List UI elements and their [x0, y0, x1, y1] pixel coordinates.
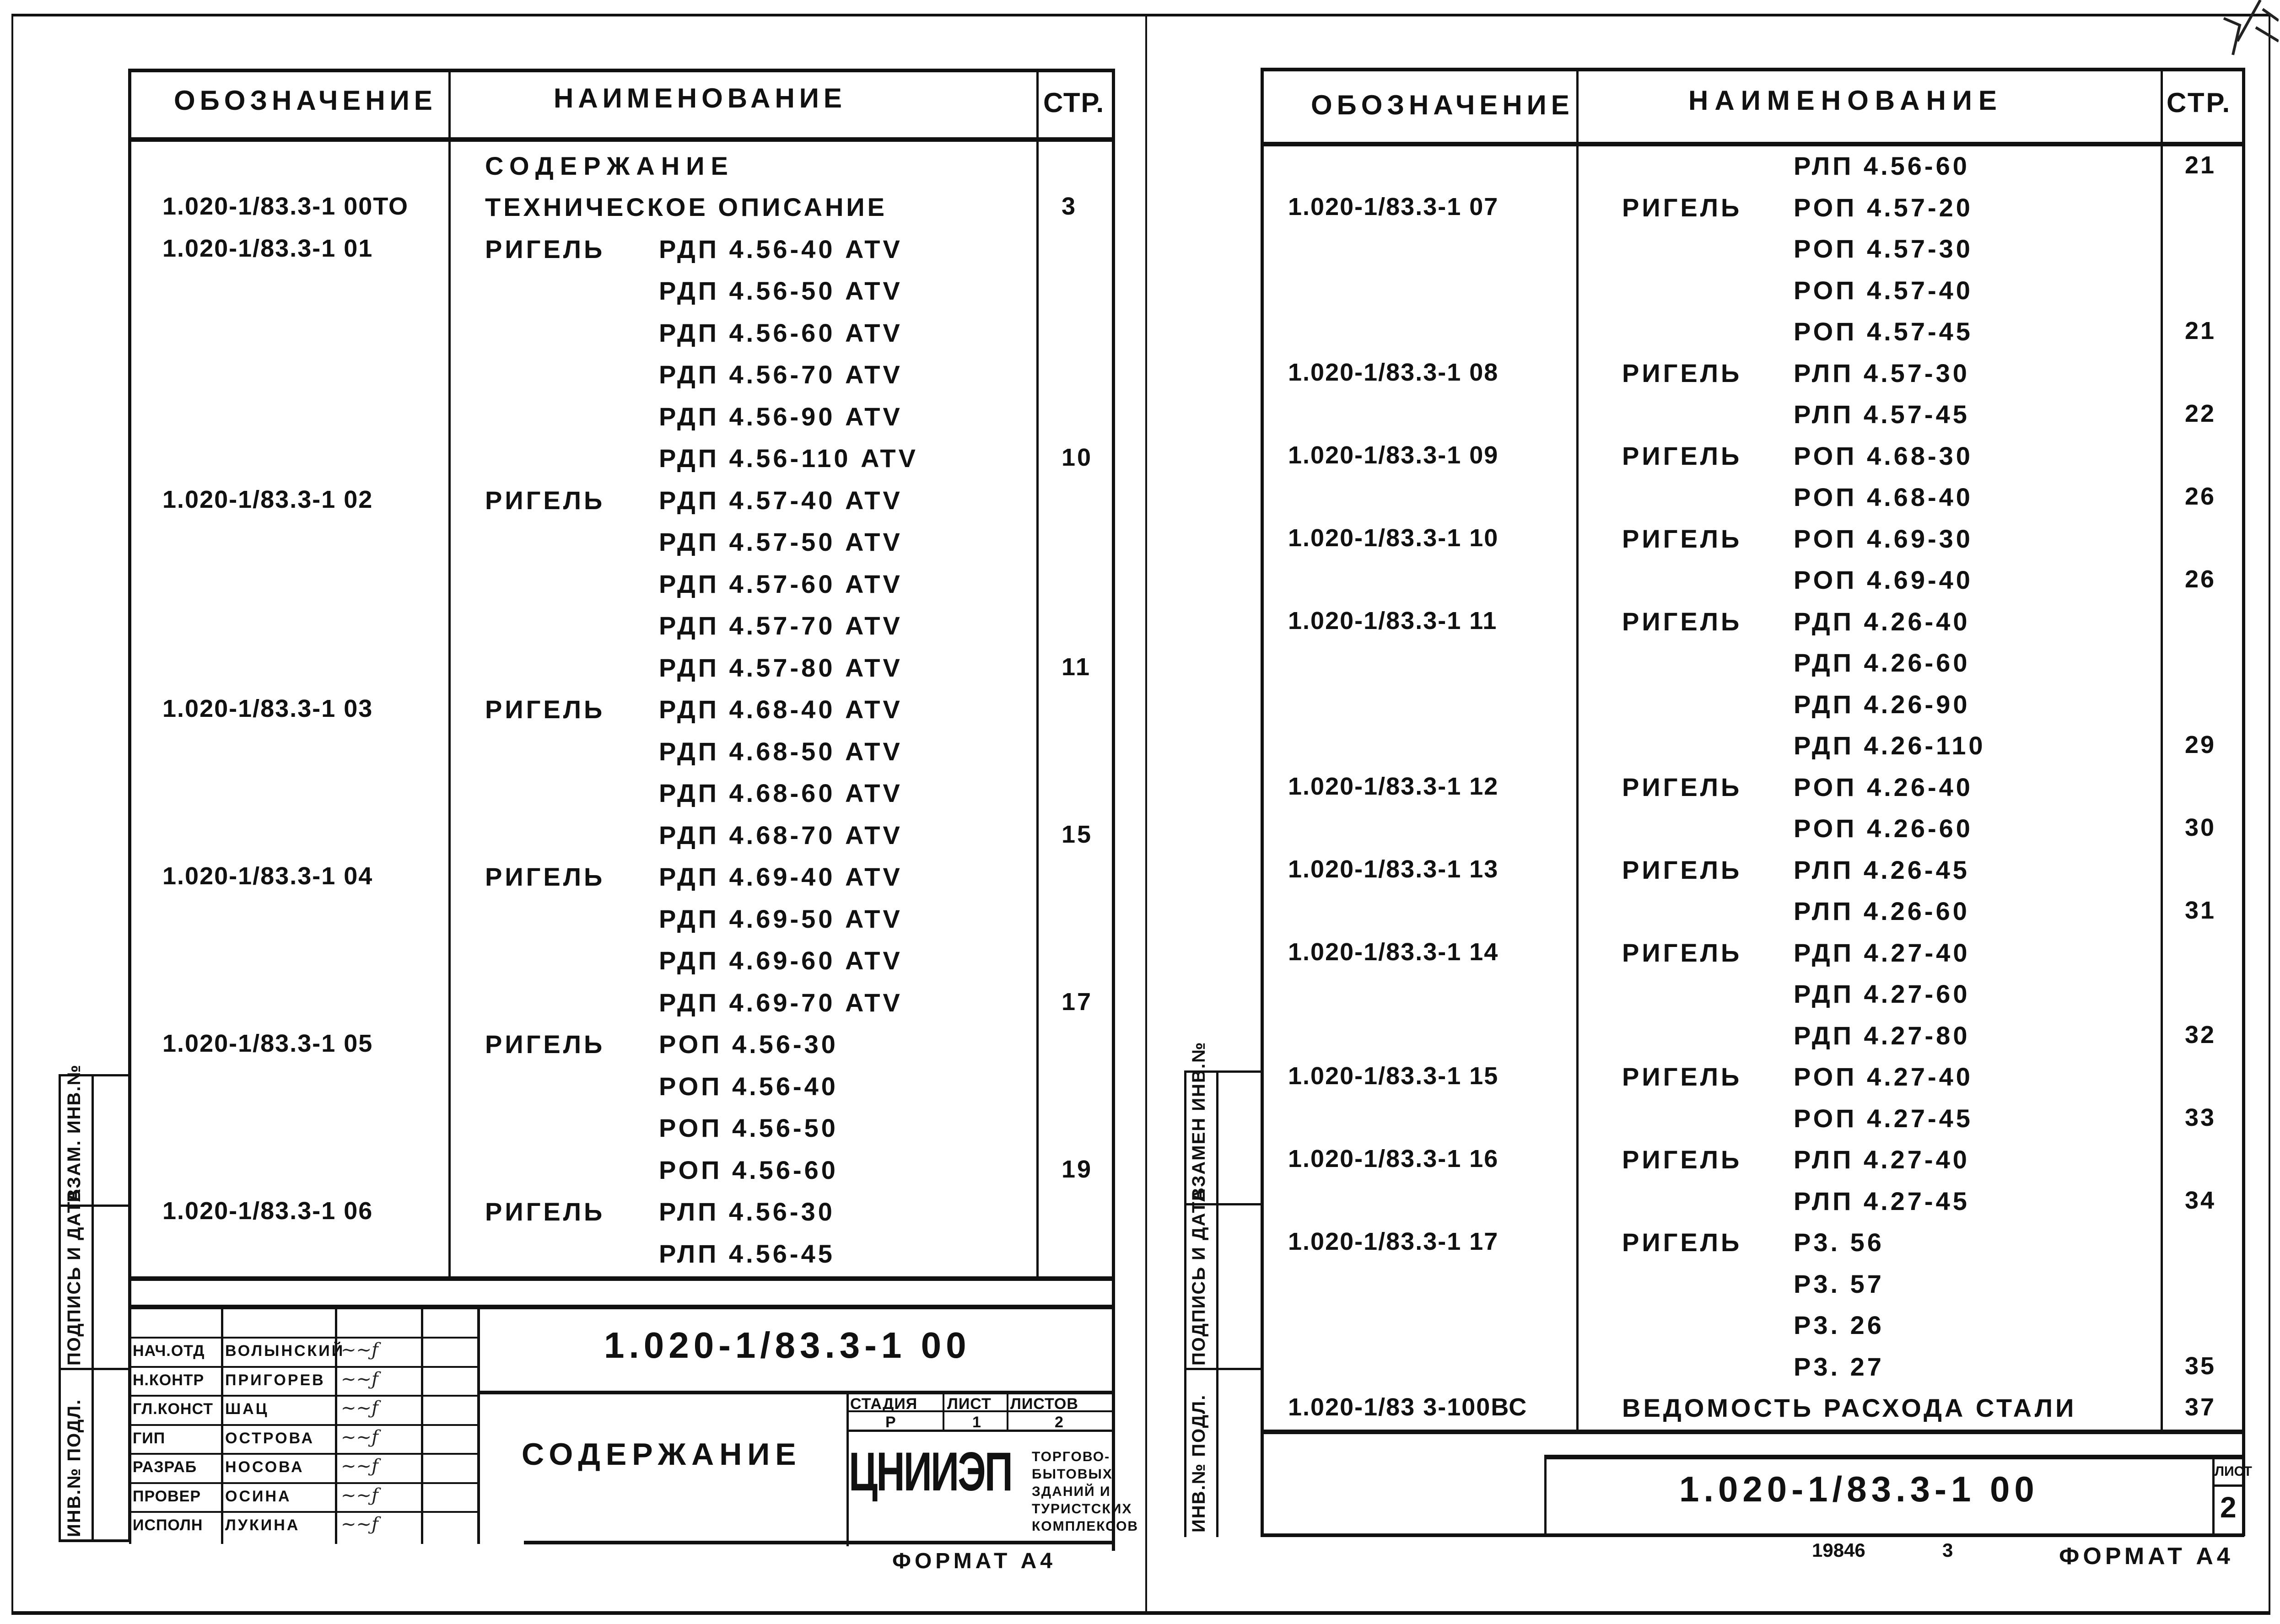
right-doc-code: 1.020-1/83.3-1 00: [1679, 1469, 2039, 1509]
row-page: 33: [2185, 1103, 2216, 1131]
right-col-divider-1: [1576, 68, 1579, 1431]
left-margin-split-2: [59, 1368, 129, 1370]
org-name-line: ТУРИСТСКИХ: [1032, 1501, 1132, 1516]
row-name: РДП 4.57-70 ATV: [659, 611, 903, 640]
row-group: РИГЕЛЬ: [1622, 358, 1742, 387]
row-name: РДП 4.69-50 ATV: [659, 904, 903, 933]
org-name-line: БЫТОВЫХ: [1032, 1467, 1113, 1482]
row-page: 26: [2185, 483, 2216, 510]
row-designation: 1.020-1/83.3-1 04: [162, 862, 373, 890]
row-name: РДП 4.26-90: [1794, 689, 1970, 719]
row-name: РОП 4.27-45: [1794, 1103, 1973, 1133]
row-name: РЛП 4.56-30: [659, 1197, 835, 1226]
row-designation: 1.020-1/83.3-1 02: [162, 485, 373, 513]
row-name: РОП 4.69-40: [1794, 565, 1973, 594]
staff-signature: ~~ƒ: [341, 1339, 378, 1361]
row-name: РДП 4.57-60 ATV: [659, 569, 903, 598]
right-margin-label-1: ВЗАМЕН ИНВ.№: [1189, 1041, 1209, 1201]
staff-signature: ~~ƒ: [341, 1484, 378, 1506]
sheet-top-border: [11, 14, 2269, 16]
row-page: 11: [1062, 653, 1092, 681]
row-designation: 1.020-1/83.3-1 06: [162, 1197, 373, 1225]
left-margin-inner: [92, 1074, 94, 1541]
left-titleblock-top: [128, 1305, 1114, 1309]
row-name: РДП 4.26-60: [1794, 648, 1970, 677]
right-format-label: ФОРМАТ А4: [2059, 1543, 2234, 1570]
row-name: РДП 4.57-50 ATV: [659, 527, 903, 556]
staff-row-rule: [129, 1424, 480, 1426]
sheets-value: 2: [1055, 1414, 1064, 1431]
row-page: 17: [1062, 988, 1093, 1016]
row-name: РДП 4.69-70 ATV: [659, 988, 903, 1017]
footer-number-2: 3: [1942, 1539, 1955, 1561]
row-group: РИГЕЛЬ: [485, 234, 605, 263]
row-group: РИГЕЛЬ: [1622, 193, 1742, 222]
row-name: РОП 4.56-60: [659, 1155, 838, 1184]
row-name: РЛП 4.27-40: [1794, 1145, 1970, 1174]
row-group: РИГЕЛЬ: [1622, 1062, 1742, 1091]
row-name: РОП 4.27-40: [1794, 1062, 1973, 1091]
left-col-divider-2: [1036, 69, 1039, 1276]
row-page: 21: [2185, 317, 2216, 344]
sheet-label: ЛИСТ: [947, 1395, 992, 1413]
right-table-bottom: [1261, 1430, 2244, 1434]
row-name: РОП 4.57-40: [1794, 275, 1973, 305]
row-group: РИГЕЛЬ: [485, 695, 605, 724]
page-divider: [1145, 14, 1147, 1615]
org-name-line: КОМПЛЕКСОВ: [1032, 1519, 1139, 1534]
row-group: РИГЕЛЬ: [1622, 524, 1742, 553]
row-name: РДП 4.27-40: [1794, 938, 1970, 967]
row-name: Р3. 57: [1794, 1269, 1884, 1298]
row-designation: 1.020-1/83.3-1 03: [162, 695, 373, 722]
right-frame-right: [2242, 68, 2245, 1536]
left-section-title: СОДЕРЖАНИЕ: [485, 151, 734, 180]
row-name: РОП 4.56-50: [659, 1113, 838, 1142]
row-name: РДП 4.69-60 ATV: [659, 946, 903, 975]
left-header-name: НАИМЕНОВАНИЕ: [554, 83, 846, 113]
row-name: РОП 4.69-30: [1794, 524, 1973, 553]
row-designation: 1.020-1/83.3-1 09: [1288, 441, 1499, 469]
row-name: РДП 4.56-60 ATV: [659, 318, 903, 347]
right-sheet-number: 2: [2220, 1491, 2238, 1524]
row-page: 21: [2185, 151, 2216, 179]
row-page: 22: [2185, 400, 2216, 427]
row-name: РДП 4.27-80: [1794, 1021, 1970, 1050]
staff-row-rule: [129, 1366, 480, 1368]
org-name-line: ТОРГОВО-: [1032, 1449, 1110, 1464]
staff-signature: ~~ƒ: [341, 1398, 378, 1419]
row-name: РЛП 4.26-45: [1794, 855, 1970, 884]
staff-role: ИСПОЛН: [133, 1516, 203, 1534]
row-name: РОП 4.57-20: [1794, 193, 1973, 222]
left-header-rule: [128, 137, 1114, 142]
stage-value: Р: [885, 1414, 896, 1431]
staff-name: ЛУКИНА: [225, 1516, 300, 1534]
row-name: РДП 4.57-80 ATV: [659, 653, 903, 682]
staff-role: НАЧ.ОТД: [133, 1342, 205, 1360]
row-group: РИГЕЛЬ: [1622, 938, 1742, 967]
row-group: РИГЕЛЬ: [485, 485, 605, 515]
row-name: Р3. 27: [1794, 1352, 1884, 1381]
row-designation: 1.020-1/83.3-1 14: [1288, 938, 1499, 966]
sheet-left-border: [11, 14, 13, 1615]
row-name: РОП 4.56-40: [659, 1071, 838, 1101]
row-designation: 1.020-1/83.3-1 12: [1288, 772, 1499, 800]
right-header-rule: [1261, 142, 2244, 146]
row-group: РИГЕЛЬ: [1622, 441, 1742, 470]
row-name: РОП 4.57-45: [1794, 317, 1973, 346]
stage-label: СТАДИЯ: [850, 1395, 918, 1413]
row-designation: 1.020-1/83.3-1 08: [1288, 358, 1499, 386]
right-sheet-label: ЛИСТ: [2215, 1464, 2252, 1479]
row-designation: 1.020-1/83.3-1 07: [1288, 193, 1499, 220]
staff-row-rule: [129, 1511, 480, 1513]
row-name: РДП 4.56-90 ATV: [659, 402, 903, 431]
right-margin-label-3: ИНВ.№ ПОДЛ.: [1189, 1394, 1209, 1533]
row-name: РОП 4.56-30: [659, 1030, 838, 1059]
row-group: РИГЕЛЬ: [1622, 607, 1742, 636]
staff-name: ШАЦ: [225, 1400, 269, 1418]
left-margin-label-3: ИНВ.№ ПОДЛ.: [64, 1398, 84, 1537]
row-page: 31: [2185, 897, 2216, 924]
row-group: РИГЕЛЬ: [1622, 772, 1742, 801]
row-page: 32: [2185, 1021, 2216, 1049]
right-frame-left: [1261, 68, 1264, 1536]
row-page: 10: [1062, 444, 1093, 471]
row-designation: 1.020-1/83.3-1 17: [1288, 1228, 1499, 1255]
staff-name: НОСОВА: [225, 1458, 304, 1476]
staff-role: Н.КОНТР: [133, 1371, 205, 1389]
staff-row-rule: [129, 1453, 480, 1455]
row-name: ВЕДОМОСТЬ РАСХОДА СТАЛИ: [1622, 1393, 2077, 1422]
row-name: РЛП 4.56-60: [1794, 151, 1970, 180]
org-logo: ЦНИИЭП: [849, 1441, 1012, 1502]
row-name: РДП 4.56-50 ATV: [659, 276, 903, 305]
row-name: РОП 4.57-30: [1794, 234, 1973, 263]
row-name: РЛП 4.27-45: [1794, 1186, 1970, 1215]
right-header-name: НАИМЕНОВАНИЕ: [1688, 85, 2003, 116]
staff-signature: ~~ƒ: [341, 1368, 378, 1390]
sheet-bottom-border: [11, 1611, 2269, 1615]
staff-row-rule: [129, 1395, 480, 1397]
staff-name: ОСИНА: [225, 1487, 291, 1505]
row-designation: 1.020-1/83.3-1 13: [1288, 855, 1499, 883]
staff-signature: ~~ƒ: [341, 1426, 378, 1448]
staff-signature: ~~ƒ: [341, 1456, 378, 1477]
org-name-line: ЗДАНИЙ И: [1032, 1484, 1111, 1499]
row-page: 35: [2185, 1352, 2216, 1380]
row-name: РЛП 4.26-60: [1794, 897, 1970, 925]
staff-signature: ~~ƒ: [341, 1514, 378, 1535]
row-group: РИГЕЛЬ: [1622, 1228, 1742, 1257]
row-name: РДП 4.57-40 ATV: [659, 485, 903, 515]
left-margin-label-2: ПОДПИСЬ И ДАТА: [64, 1188, 84, 1366]
staff-name: ПРИГОРЕВ: [225, 1371, 325, 1389]
staff-role: ГИП: [133, 1429, 166, 1447]
sheets-label: ЛИСТОВ: [1010, 1395, 1078, 1413]
right-header-page: СТР.: [2167, 87, 2232, 118]
staff-name: ВОЛЫНСКИЙ: [225, 1342, 345, 1360]
row-designation: 1.020-1/83.3-1 15: [1288, 1062, 1499, 1090]
row-name: РЛП 4.57-45: [1794, 400, 1970, 429]
row-name: Р3. 26: [1794, 1311, 1884, 1339]
row-name: РДП 4.27-60: [1794, 979, 1970, 1008]
row-name: РДП 4.68-40 ATV: [659, 695, 903, 724]
row-name: РДП 4.26-110: [1794, 731, 1986, 760]
row-page: 3: [1062, 193, 1078, 220]
row-name: РДП 4.26-40: [1794, 607, 1970, 636]
row-page: 34: [2185, 1186, 2216, 1214]
row-name: РОП 4.68-40: [1794, 483, 1973, 511]
row-page: 30: [2185, 814, 2216, 841]
tb-bottom-rule: [524, 1541, 1114, 1544]
left-margin-outer: [59, 1074, 61, 1541]
right-col-divider-2: [2161, 68, 2163, 1431]
left-doc-code: 1.020-1/83.3-1 00: [604, 1325, 971, 1366]
staff-role: ПРОВЕР: [133, 1487, 201, 1505]
footer-number-1: 19846: [1812, 1539, 1865, 1561]
tb-main-split: [477, 1391, 1114, 1394]
right-frame-top: [1261, 68, 2244, 71]
row-page: 29: [2185, 731, 2216, 758]
left-frame-right: [1112, 69, 1115, 1551]
left-margin-label-1: ВЗАМ. ИНВ.№: [64, 1064, 84, 1202]
row-name: РДП 4.69-40 ATV: [659, 862, 903, 891]
right-margin-label-2: ПОДПИСЬ И ДАТА: [1189, 1188, 1209, 1366]
left-table-bottom: [128, 1276, 1114, 1281]
right-margin-split-2: [1184, 1368, 1262, 1370]
staff-role: РАЗРАБ: [133, 1458, 197, 1476]
row-designation: 1.020-1/83.3-1 16: [1288, 1145, 1499, 1172]
row-group: РИГЕЛЬ: [485, 1030, 605, 1059]
row-page: 26: [2185, 565, 2216, 593]
right-tb-top: [1544, 1455, 2244, 1459]
row-name: РОП 4.26-60: [1794, 814, 1973, 843]
left-sheet-title: СОДЕРЖАНИЕ: [522, 1437, 802, 1472]
left-margin-bottom: [59, 1539, 129, 1542]
row-name: РДП 4.68-60 ATV: [659, 779, 903, 807]
row-name: РОП 4.68-30: [1794, 441, 1973, 470]
right-header-designation: ОБОЗНАЧЕНИЕ: [1311, 90, 1574, 120]
row-name: Р3. 56: [1794, 1228, 1884, 1257]
row-group: РИГЕЛЬ: [1622, 855, 1742, 884]
left-format-label: ФОРМАТ А4: [892, 1549, 1056, 1573]
row-page: 37: [2185, 1393, 2216, 1421]
right-tb-bottom: [1261, 1533, 2244, 1537]
row-name: РДП 4.68-50 ATV: [659, 737, 903, 766]
left-header-page: СТР.: [1043, 87, 1105, 118]
left-col-divider-1: [448, 69, 451, 1276]
row-group: РИГЕЛЬ: [485, 1197, 605, 1226]
right-tb-sheet-rule: [2212, 1484, 2244, 1487]
row-designation: 1.020-1/83.3-1 01: [162, 234, 373, 262]
row-group: РИГЕЛЬ: [485, 862, 605, 891]
row-name: ТЕХНИЧЕСКОЕ ОПИСАНИЕ: [485, 193, 887, 221]
row-name: РЛП 4.56-45: [659, 1239, 835, 1268]
staff-row-rule: [129, 1337, 480, 1339]
row-group: РИГЕЛЬ: [1622, 1145, 1742, 1174]
staff-role: ГЛ.КОНСТ: [133, 1400, 213, 1418]
row-name: РЛП 4.57-30: [1794, 358, 1970, 387]
left-header-designation: ОБОЗНАЧЕНИЕ: [174, 85, 437, 116]
row-designation: 1.020-1/83.3-1 05: [162, 1030, 373, 1057]
row-name: РОП 4.26-40: [1794, 772, 1973, 801]
sheet-value: 1: [972, 1414, 981, 1431]
row-page: 15: [1062, 820, 1093, 848]
row-designation: 1.020-1/83.3-1 11: [1288, 607, 1498, 635]
staff-row-rule: [129, 1482, 480, 1484]
row-name: РДП 4.56-70 ATV: [659, 360, 903, 389]
corner-check-mark: [2205, 0, 2279, 64]
row-designation: 1.020-1/83 3-100ВС: [1288, 1393, 1528, 1421]
right-margin-inner: [1216, 1070, 1218, 1537]
row-name: РДП 4.56-110 ATV: [659, 444, 918, 473]
left-frame-top: [128, 69, 1114, 72]
row-name: РДП 4.56-40 ATV: [659, 234, 903, 263]
sheet-right-border: [2269, 14, 2270, 1615]
row-designation: 1.020-1/83.3-1 10: [1288, 524, 1499, 552]
row-name: РДП 4.68-70 ATV: [659, 820, 903, 850]
right-margin-outer: [1184, 1070, 1186, 1537]
row-designation: 1.020-1/83.3-1 00ТО: [162, 193, 409, 220]
staff-name: ОСТРОВА: [225, 1429, 315, 1447]
right-tb-left: [1544, 1455, 1547, 1535]
row-page: 19: [1062, 1155, 1093, 1183]
